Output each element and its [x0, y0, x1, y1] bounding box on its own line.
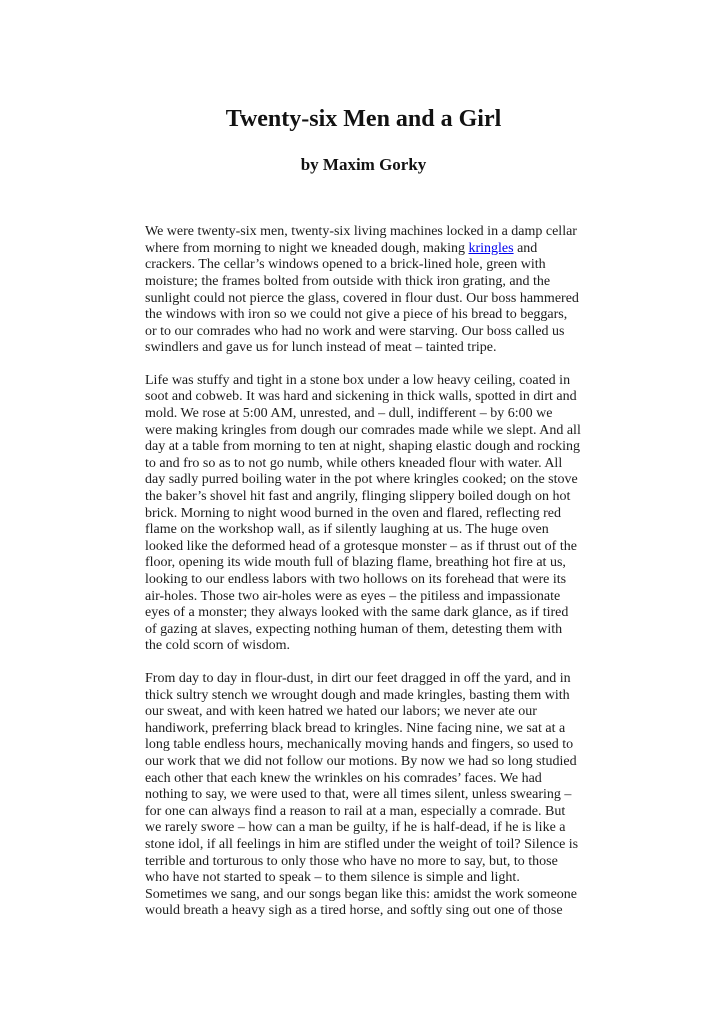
byline: by Maxim Gorky — [300, 154, 427, 174]
story-body — [145, 224, 582, 920]
page-title: Twenty-six Men and a Girl — [225, 106, 502, 132]
paragraph-1-text-after-link: and crackers. The cellar’s windows opened to a brick-lined hole, green with moisture; the frames bolted from outside with thick iron grating, and the sunlight could not pierce the glass, covered in flour dust. Our boss hammered the windows with iron so we could not give a piece of his bread to beggars, or to our comrades who had no work and were starving. Our boss called us swindlers and gave us for lunch instead of meat – tainted tripe. — [145, 240, 579, 356]
paragraph-1-text-before-link: We were twenty-six men, twenty-six living machines locked in a damp cellar where from morning to night we kneaded dough, making — [145, 224, 577, 256]
paragraph-1 — [145, 224, 582, 357]
kringles-link[interactable]: kringles — [468, 240, 514, 256]
paragraph-3: From day to day in flour-dust, in dirt our feet dragged in off the yard, and in thick sultry stench we wrought dough and made kringles, basting them with our sweat, and with keen hatred we hated our labors; we never ate our handiwork, preferring black bread to kringles. Nine facing nine, we sat at a long table endless hours, mechanically moving hands and fingers, so used to our work that we did not follow our motions. By now we had so long studied each other that each knew the wrinkles on his comrades’ faces. We had nothing to say, we were used to that, were all times silent, unless swearing – for one can always find a reason to rail at a man, especially a comrade. But we rarely swore – how can a man be guilty, if he is half-dead, if he is like a stone idol, if all feelings in him are stifled under the weight of toil? Silence is terrible and torturous to only those who have no more to say, but, to those who have not started to speak – to them silence is simple and light. Sometimes we sang, and our songs began like this: amidst the work someone would breath a heavy sigh as a tired horse, and softly sing out one of those — [145, 670, 579, 919]
paragraph-2: Life was stuffy and tight in a stone box under a low heavy ceiling, coated in soot and cobweb. It was hard and sickening in thick walls, spotted in dirt and mold. We rose at 5:00 AM, unrested, and – dull, indifferent – by 6:00 we were making kringles from dough our comrades made while we slept. And all day at a table from morning to ten at night, shaping elastic dough and rocking to and fro so as to not go numb, while others kneaded flour with water. All day sadly purred boiling water in the pot where kringles cooked; on the stove the baker’s shovel hit fast and angrily, flinging slippery boiled dough on hot brick. Morning to night wood burned in the oven and flared, reflecting red flame on the workshop wall, as if silently laughing at us. The huge oven looked like the deformed head of a grotesque monster – as if thrust out of the floor, opening its wide mouth full of blazing flame, breathing hot fire at us, looking to our endless labors with two hollows on its forehead that were its air-holes. Those two air-holes were as eyes – the pitiless and impassionate eyes of a monster; they always looked with the same dark glance, as if tired of gazing at slaves, expecting nothing human of them, detesting them with the cold scorn of wisdom. — [145, 372, 581, 654]
